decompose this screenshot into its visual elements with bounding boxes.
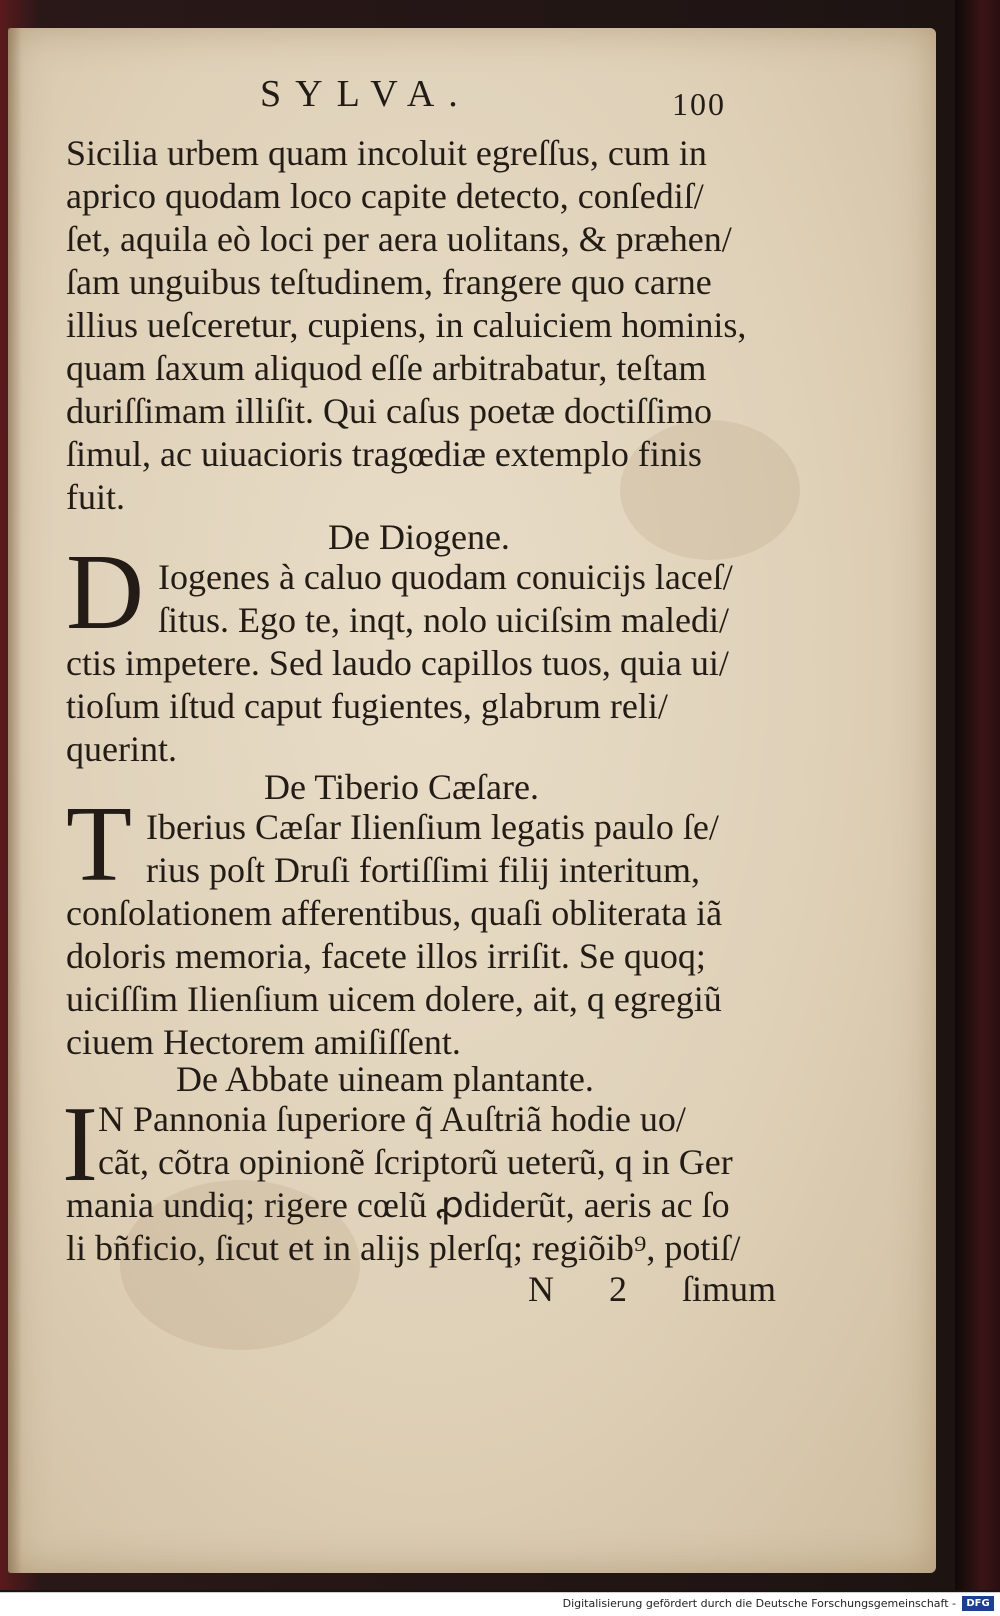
text-line: doloris memoria, facete illos irriſit. Se quoq;: [66, 936, 706, 976]
signature-letter: N: [528, 1269, 554, 1309]
text-line: ſitus. Ego te, inqt, nolo uiciſsim maledi/: [158, 600, 729, 640]
diogenes-lines-indented: [158, 556, 733, 642]
dropcap-i: I: [62, 1085, 98, 1204]
text-line: cãt, cõtra opinionẽ ſcriptorũ ueterũ, q in Ger: [98, 1142, 733, 1182]
text-line: querint.: [66, 729, 177, 769]
page-gutter-shadow: [8, 28, 22, 1573]
text-line: Sicilia urbem quam incoluit egreſſus, cum in: [66, 133, 707, 173]
signature-number: 2: [609, 1269, 627, 1309]
dropcap-d: D: [66, 533, 144, 652]
text-line: aprico quodam loco capite detecto, conſediſ/: [66, 176, 704, 216]
footer-bar: [0, 1592, 1000, 1616]
text-line: ſimul, ac uiuacioris tragœdiæ extemplo finis: [66, 434, 702, 474]
text-line: N Pannonia ſuperiore q̃ Auſtriã hodie uo/: [98, 1099, 686, 1139]
text-line: quam ſaxum aliquod eſſe arbitrabatur, teſtam: [66, 348, 707, 388]
dropcap-t: T: [66, 785, 132, 904]
folio-number: 100: [672, 86, 726, 122]
book-binding: [955, 0, 1000, 1590]
text-line: Iberius Cæſar Ilienſium legatis paulo ſe/: [146, 807, 719, 847]
text-line: illius ueſceretur, cupiens, in caluiciem hominis,: [66, 305, 747, 345]
text-line: fuit.: [66, 477, 125, 517]
text-line: Iogenes à caluo quodam conuicijs laceſ/: [158, 557, 733, 597]
funding-notice: Digitalisierung gefördert durch die Deutsche Forschungsgemeinschaft -: [562, 1597, 956, 1610]
text-line: uiciſſim Ilienſium uicem dolere, ait, q egregiũ: [66, 979, 722, 1019]
text-line: li bñficio, ſicut et in alijs plerſq; regiõib⁹, potiſ/: [66, 1228, 741, 1268]
text-line: conſolationem afferentibus, quaſi obliterata iã: [66, 893, 723, 933]
text-line: ſam unguibus teſtudinem, frangere quo carne: [66, 262, 712, 302]
text-line: ciuem Hectorem amiſiſſent.: [66, 1022, 461, 1062]
text-line: rius poſt Druſi fortiſſimi filij interitum,: [146, 850, 700, 890]
tiberius-lines: [66, 892, 722, 1064]
dfg-logo: DFG: [962, 1596, 994, 1611]
running-title: SYLVA.: [260, 73, 472, 115]
text-line: mania undiq; rigere cœlũ ꝓdiderũt, aeris ac ſo: [66, 1185, 730, 1225]
text-line: tioſum iſtud caput fugientes, glabrum reli/: [66, 686, 668, 726]
section-heading-tiberius: De Tiberio Cæſare.: [264, 767, 539, 807]
abbas-lines: [66, 1184, 740, 1270]
paragraph-1: [66, 132, 746, 519]
text-line: ctis impetere. Sed laudo capillos tuos, quia ui/: [66, 643, 729, 683]
catchword: ſimum: [682, 1269, 777, 1309]
tiberius-lines-indented: [146, 806, 719, 892]
diogenes-lines: [66, 642, 729, 771]
section-heading-abbas: De Abbate uineam plantante.: [176, 1059, 594, 1099]
text-line: duriſſimam illiſit. Qui caſus poetæ doctiſſimo: [66, 391, 712, 431]
text-line: ſet, aquila eò loci per aera uolitans, & præhen/: [66, 219, 732, 259]
section-heading-diogenes: De Diogene.: [328, 517, 510, 557]
abbas-lines-indented: [98, 1098, 733, 1184]
catchword-line: [528, 1268, 822, 1310]
